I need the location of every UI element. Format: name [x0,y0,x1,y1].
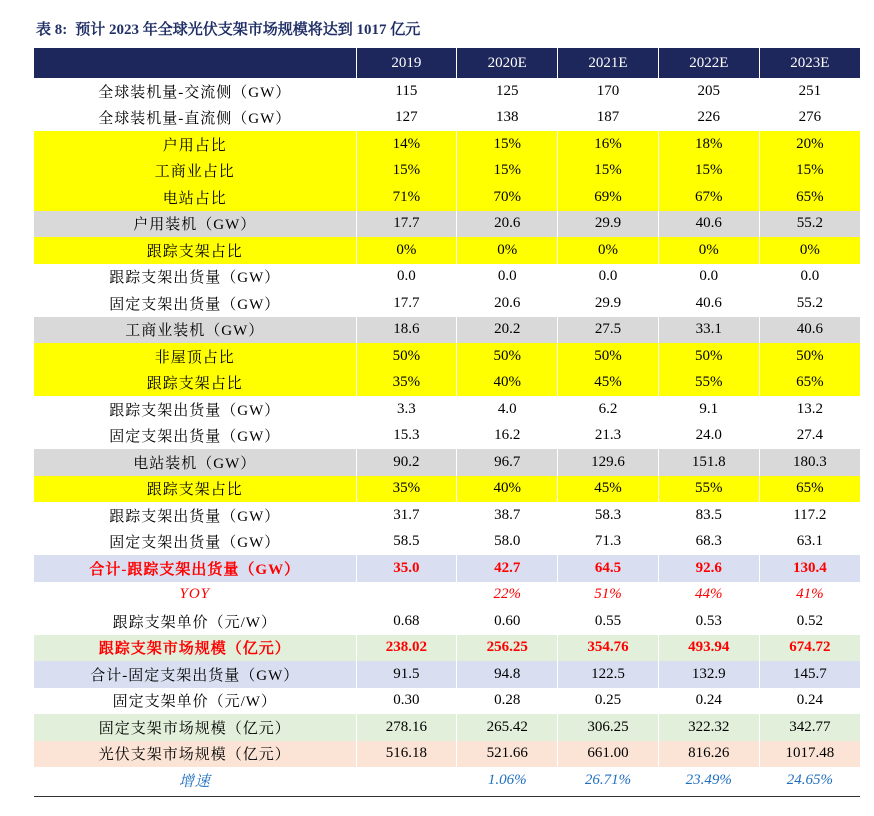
header-row [34,48,860,78]
value-cell: 256.25 [457,635,558,662]
value-cell: 65% [759,184,860,211]
value-cell: 51% [558,582,659,609]
value-cell: 92.6 [658,555,759,582]
value-cell: 276 [759,105,860,132]
value-cell: 170 [558,78,659,105]
value-cell: 0% [558,237,659,264]
value-cell: 0% [356,237,457,264]
row-label: 跟踪支架出货量（GW） [109,402,281,419]
value-cell: 96.7 [457,449,558,476]
value-cell: 40.6 [658,290,759,317]
value-cell: 127 [356,105,457,132]
value-cell [356,767,457,794]
value-cell: 18.6 [356,317,457,344]
value-cell: 15% [558,158,659,185]
value-cell: 265.42 [457,714,558,741]
value-cell: 40% [457,476,558,503]
value-cell: 117.2 [759,502,860,529]
table-row [34,317,860,344]
row-label: 跟踪支架占比 [34,370,356,397]
value-cell: 354.76 [558,635,659,662]
value-cell: 58.5 [356,529,457,556]
value-cell: 14% [356,131,457,158]
table-row [34,688,860,715]
table-title [36,17,420,43]
row-label: 跟踪支架出货量（GW） [109,508,281,525]
value-cell: 20% [759,131,860,158]
table-row [34,131,860,158]
table-row [34,290,860,317]
row-label: 增速 [178,773,211,790]
value-cell: 15.3 [356,423,457,450]
header-cell [34,48,356,78]
value-cell: 342.77 [759,714,860,741]
value-cell: 0.0 [658,264,759,291]
table-row [34,582,860,609]
value-cell: 0.0 [356,264,457,291]
table-row [34,767,860,794]
row-label: 光伏支架市场规模（亿元） [34,741,356,768]
value-cell: 115 [356,78,457,105]
value-cell: 94.8 [457,661,558,688]
value-cell: 65% [759,476,860,503]
value-cell: 27.4 [759,423,860,450]
value-cell: 661.00 [558,741,659,768]
value-cell: 71.3 [558,529,659,556]
value-cell: 0.24 [759,688,860,715]
value-cell: 306.25 [558,714,659,741]
value-cell: 31.7 [356,502,457,529]
value-cell: 816.26 [658,741,759,768]
value-cell: 18% [658,131,759,158]
value-cell: 3.3 [356,396,457,423]
table-row [34,476,860,503]
value-cell: 493.94 [658,635,759,662]
value-cell: 33.1 [658,317,759,344]
value-cell: 521.66 [457,741,558,768]
value-cell: 9.1 [658,396,759,423]
row-label: 合计-跟踪支架出货量（GW） [34,555,356,582]
row-label: 跟踪支架出货量（GW） [109,270,281,287]
table-row [34,264,860,291]
value-cell: 26.71% [558,767,659,794]
value-cell: 132.9 [658,661,759,688]
value-cell: 42.7 [457,555,558,582]
value-cell: 50% [457,343,558,370]
value-cell: 50% [658,343,759,370]
table-row [34,158,860,185]
value-cell: 6.2 [558,396,659,423]
value-cell: 15% [658,158,759,185]
value-cell: 50% [759,343,860,370]
table-row [34,105,860,132]
value-cell: 83.5 [658,502,759,529]
value-cell: 205 [658,78,759,105]
value-cell: 23.49% [658,767,759,794]
value-cell: 21.3 [558,423,659,450]
value-cell: 17.7 [356,211,457,238]
value-cell: 16.2 [457,423,558,450]
value-cell: 90.2 [356,449,457,476]
value-cell: 151.8 [658,449,759,476]
table-row [34,529,860,556]
row-label: 跟踪支架单价（元/W） [112,614,277,631]
row-label: 跟踪支架市场规模（亿元） [34,635,356,662]
value-cell: 130.4 [759,555,860,582]
value-cell: 4.0 [457,396,558,423]
row-label: 固定支架出货量（GW） [109,296,281,313]
value-cell: 58.0 [457,529,558,556]
header-cell: 2020E [457,48,558,78]
value-cell: 0.60 [457,608,558,635]
row-label: 固定支架出货量（GW） [109,429,281,446]
value-cell: 35.0 [356,555,457,582]
value-cell: 226 [658,105,759,132]
value-cell: 238.02 [356,635,457,662]
value-cell: 0.28 [457,688,558,715]
value-cell: 58.3 [558,502,659,529]
value-cell: 15% [457,158,558,185]
value-cell: 1.06% [457,767,558,794]
value-cell: 125 [457,78,558,105]
value-cell: 138 [457,105,558,132]
value-cell: 0.0 [759,264,860,291]
value-cell: 29.9 [558,211,659,238]
value-cell: 24.0 [658,423,759,450]
value-cell: 0.52 [759,608,860,635]
value-cell: 40.6 [759,317,860,344]
row-label: 工商业装机（GW） [34,317,356,344]
value-cell: 50% [558,343,659,370]
value-cell: 16% [558,131,659,158]
header-cell: 2019 [356,48,457,78]
table-row [34,211,860,238]
row-label: 户用占比 [34,131,356,158]
table-body [34,78,860,794]
value-cell: 70% [457,184,558,211]
value-cell: 674.72 [759,635,860,662]
table-row [34,78,860,105]
table-row [34,555,860,582]
row-label: 户用装机（GW） [34,211,356,238]
table-row [34,396,860,423]
value-cell: 29.9 [558,290,659,317]
table-row [34,449,860,476]
row-label: 非屋顶占比 [34,343,356,370]
row-label: 固定支架出货量（GW） [109,535,281,552]
value-cell: 65% [759,370,860,397]
value-cell: 15% [759,158,860,185]
header-cell: 2022E [658,48,759,78]
value-cell: 0.30 [356,688,457,715]
table-title-text: 预计 2023 年全球光伏支架市场规模将达到 1017 亿元 [75,22,421,38]
value-cell: 187 [558,105,659,132]
value-cell: 20.6 [457,290,558,317]
value-cell: 35% [356,370,457,397]
value-cell: 55.2 [759,211,860,238]
value-cell: 91.5 [356,661,457,688]
value-cell: 55% [658,370,759,397]
value-cell: 129.6 [558,449,659,476]
row-label: 跟踪支架占比 [34,237,356,264]
table-row [34,423,860,450]
value-cell: 0.24 [658,688,759,715]
value-cell: 13.2 [759,396,860,423]
table-row [34,741,860,768]
row-label: 固定支架单价（元/W） [112,694,277,711]
value-cell: 516.18 [356,741,457,768]
value-cell: 44% [658,582,759,609]
row-label: YOY [179,586,211,603]
value-cell: 1017.48 [759,741,860,768]
value-cell: 322.32 [658,714,759,741]
value-cell: 63.1 [759,529,860,556]
table-row [34,714,860,741]
value-cell: 20.6 [457,211,558,238]
value-cell: 278.16 [356,714,457,741]
row-label: 固定支架市场规模（亿元） [34,714,356,741]
table-row [34,608,860,635]
value-cell: 50% [356,343,457,370]
value-cell: 45% [558,370,659,397]
value-cell: 67% [658,184,759,211]
value-cell: 20.2 [457,317,558,344]
table-row [34,370,860,397]
table-row [34,635,860,662]
value-cell: 0.0 [558,264,659,291]
table-row [34,661,860,688]
value-cell: 15% [356,158,457,185]
value-cell: 22% [457,582,558,609]
value-cell: 17.7 [356,290,457,317]
table-row [34,502,860,529]
header-cell: 2023E [759,48,860,78]
row-label: 全球装机量-直流侧（GW） [98,111,292,128]
value-cell: 41% [759,582,860,609]
table-row [34,184,860,211]
value-cell: 0.68 [356,608,457,635]
row-label: 工商业占比 [34,158,356,185]
value-cell: 0.25 [558,688,659,715]
value-cell: 40% [457,370,558,397]
value-cell: 0.0 [457,264,558,291]
value-cell: 35% [356,476,457,503]
value-cell: 45% [558,476,659,503]
market-size-table [34,48,860,794]
value-cell: 0% [658,237,759,264]
value-cell: 145.7 [759,661,860,688]
value-cell: 0.53 [658,608,759,635]
row-label: 全球装机量-交流侧（GW） [98,84,292,101]
value-cell: 0% [759,237,860,264]
value-cell: 0.55 [558,608,659,635]
row-label: 合计-固定支架出货量（GW） [34,661,356,688]
table-row [34,237,860,264]
value-cell: 40.6 [658,211,759,238]
value-cell: 180.3 [759,449,860,476]
value-cell: 68.3 [658,529,759,556]
table-number: 表 8: [36,22,68,38]
value-cell: 27.5 [558,317,659,344]
row-label: 电站占比 [34,184,356,211]
value-cell [356,582,457,609]
value-cell: 15% [457,131,558,158]
table-row [34,343,860,370]
bottom-rule [34,796,860,797]
value-cell: 55% [658,476,759,503]
value-cell: 24.65% [759,767,860,794]
value-cell: 122.5 [558,661,659,688]
value-cell: 64.5 [558,555,659,582]
row-label: 电站装机（GW） [34,449,356,476]
value-cell: 69% [558,184,659,211]
header-cell: 2021E [558,48,659,78]
value-cell: 71% [356,184,457,211]
row-label: 跟踪支架占比 [34,476,356,503]
value-cell: 0% [457,237,558,264]
value-cell: 55.2 [759,290,860,317]
value-cell: 38.7 [457,502,558,529]
value-cell: 251 [759,78,860,105]
